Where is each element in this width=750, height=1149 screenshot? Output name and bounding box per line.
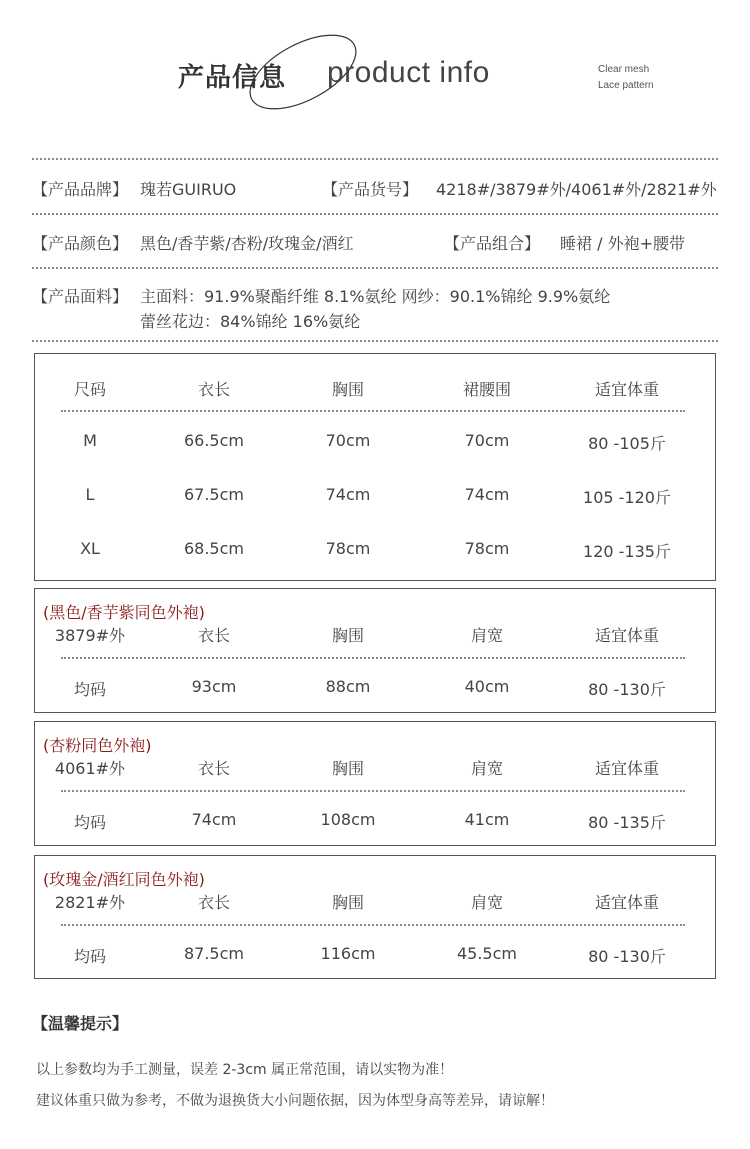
fabric-line-1: 主面料：91.9%聚酯纤维 8.1%氨纶 网纱：90.1%锦纶 9.9%氨纶 bbox=[140, 287, 611, 306]
table-cell: 78cm bbox=[325, 539, 371, 558]
table-cell: 41cm bbox=[464, 810, 510, 829]
color-value: 黑色/香芋紫/杏粉/玫瑰金/酒红 bbox=[140, 234, 354, 253]
header-cell: 尺码 bbox=[73, 380, 106, 399]
table-cell: 108cm bbox=[320, 810, 376, 829]
brand-label: 【产品品牌】 bbox=[32, 180, 129, 199]
table-divider bbox=[61, 657, 685, 659]
robe-table-title: (杏粉同色外袍) bbox=[43, 736, 152, 755]
header-cell: 胸围 bbox=[331, 380, 364, 399]
header-cell: 肩宽 bbox=[470, 759, 503, 778]
color-label: 【产品颜色】 bbox=[32, 234, 129, 253]
table-cell: 均码 bbox=[73, 680, 106, 699]
robe-table-title: (玫瑰金/酒红同色外袍) bbox=[43, 870, 205, 889]
fabric-label: 【产品面料】 bbox=[32, 287, 129, 306]
header-cell: 衣长 bbox=[197, 759, 230, 778]
header-cell: 适宜体重 bbox=[594, 759, 659, 778]
table-cell: 74cm bbox=[464, 485, 510, 504]
tips-title: 【温馨提示】 bbox=[32, 1014, 129, 1033]
sku-label: 【产品货号】 bbox=[322, 180, 419, 199]
combo-label: 【产品组合】 bbox=[444, 234, 541, 253]
table-cell: 78cm bbox=[464, 539, 510, 558]
divider bbox=[32, 158, 718, 160]
brand-value: 瑰若GUIRUO bbox=[140, 180, 237, 199]
table-cell: 均码 bbox=[73, 813, 106, 832]
header-cell: 适宜体重 bbox=[594, 626, 659, 645]
table-cell: 80 -130斤 bbox=[588, 947, 666, 966]
robe-table-4061 bbox=[34, 721, 716, 846]
table-cell: 均码 bbox=[73, 947, 106, 966]
table-cell: 80 -105斤 bbox=[588, 434, 666, 453]
header-cell: 胸围 bbox=[331, 626, 364, 645]
table-divider bbox=[61, 924, 685, 926]
table-cell: 93cm bbox=[191, 677, 237, 696]
table-cell: XL bbox=[80, 539, 100, 558]
header-cell: 3879#外 bbox=[54, 626, 126, 645]
table-cell: 87.5cm bbox=[183, 944, 244, 963]
table-cell: 88cm bbox=[325, 677, 371, 696]
table-divider bbox=[61, 790, 685, 792]
subtitle-line-1: Clear mesh bbox=[598, 64, 650, 75]
table-cell: L bbox=[85, 485, 95, 504]
header-cell: 衣长 bbox=[197, 380, 230, 399]
robe-table-2821 bbox=[34, 855, 716, 979]
table-cell: 67.5cm bbox=[183, 485, 244, 504]
table-cell: 120 -135斤 bbox=[583, 542, 671, 561]
header-cell: 衣长 bbox=[197, 626, 230, 645]
divider bbox=[32, 213, 718, 215]
title-english: product info bbox=[327, 56, 490, 89]
table-cell: 70cm bbox=[464, 431, 510, 450]
divider bbox=[32, 267, 718, 269]
fabric-line-2: 蕾丝花边：84%锦纶 16%氨纶 bbox=[140, 312, 361, 331]
divider bbox=[32, 340, 718, 342]
title-chinese: 产品信息 bbox=[178, 63, 287, 93]
robe-table-title: (黑色/香芋紫同色外袍) bbox=[43, 603, 205, 622]
table-cell: 70cm bbox=[325, 431, 371, 450]
table-divider bbox=[61, 410, 685, 412]
tip-line-1: 以上参数均为手工测量，误差 2-3cm 属正常范围，请以实物为准！ bbox=[36, 1062, 454, 1078]
table-cell: 116cm bbox=[320, 944, 376, 963]
table-cell: 74cm bbox=[325, 485, 371, 504]
product-info-header bbox=[0, 0, 750, 130]
header-cell: 衣长 bbox=[197, 893, 230, 912]
header-cell: 肩宽 bbox=[470, 893, 503, 912]
table-cell: 66.5cm bbox=[183, 431, 244, 450]
header-cell: 肩宽 bbox=[470, 626, 503, 645]
header-cell: 4061#外 bbox=[54, 759, 126, 778]
sku-value: 4218#/3879#外/4061#外/2821#外 bbox=[436, 180, 717, 199]
tip-line-2: 建议体重只做为参考，不做为退换货大小问题依据，因为体型身高等差异，请谅解！ bbox=[36, 1093, 554, 1109]
table-cell: 80 -135斤 bbox=[588, 813, 666, 832]
subtitle-line-2: Lace pattern bbox=[598, 80, 654, 91]
header-cell: 胸围 bbox=[331, 893, 364, 912]
header-cell: 适宜体重 bbox=[594, 380, 659, 399]
header-cell: 2821#外 bbox=[54, 893, 126, 912]
combo-value: 睡裙 / 外袍+腰带 bbox=[560, 234, 685, 253]
table-cell: 105 -120斤 bbox=[583, 488, 671, 507]
header-cell: 裙腰围 bbox=[462, 380, 511, 399]
table-cell: 40cm bbox=[464, 677, 510, 696]
table-cell: M bbox=[83, 431, 97, 450]
header-cell: 胸围 bbox=[331, 759, 364, 778]
table-cell: 68.5cm bbox=[183, 539, 244, 558]
table-cell: 74cm bbox=[191, 810, 237, 829]
table-cell: 80 -130斤 bbox=[588, 680, 666, 699]
table-cell: 45.5cm bbox=[456, 944, 517, 963]
header-cell: 适宜体重 bbox=[594, 893, 659, 912]
robe-table-3879 bbox=[34, 588, 716, 713]
size-table bbox=[34, 353, 716, 581]
